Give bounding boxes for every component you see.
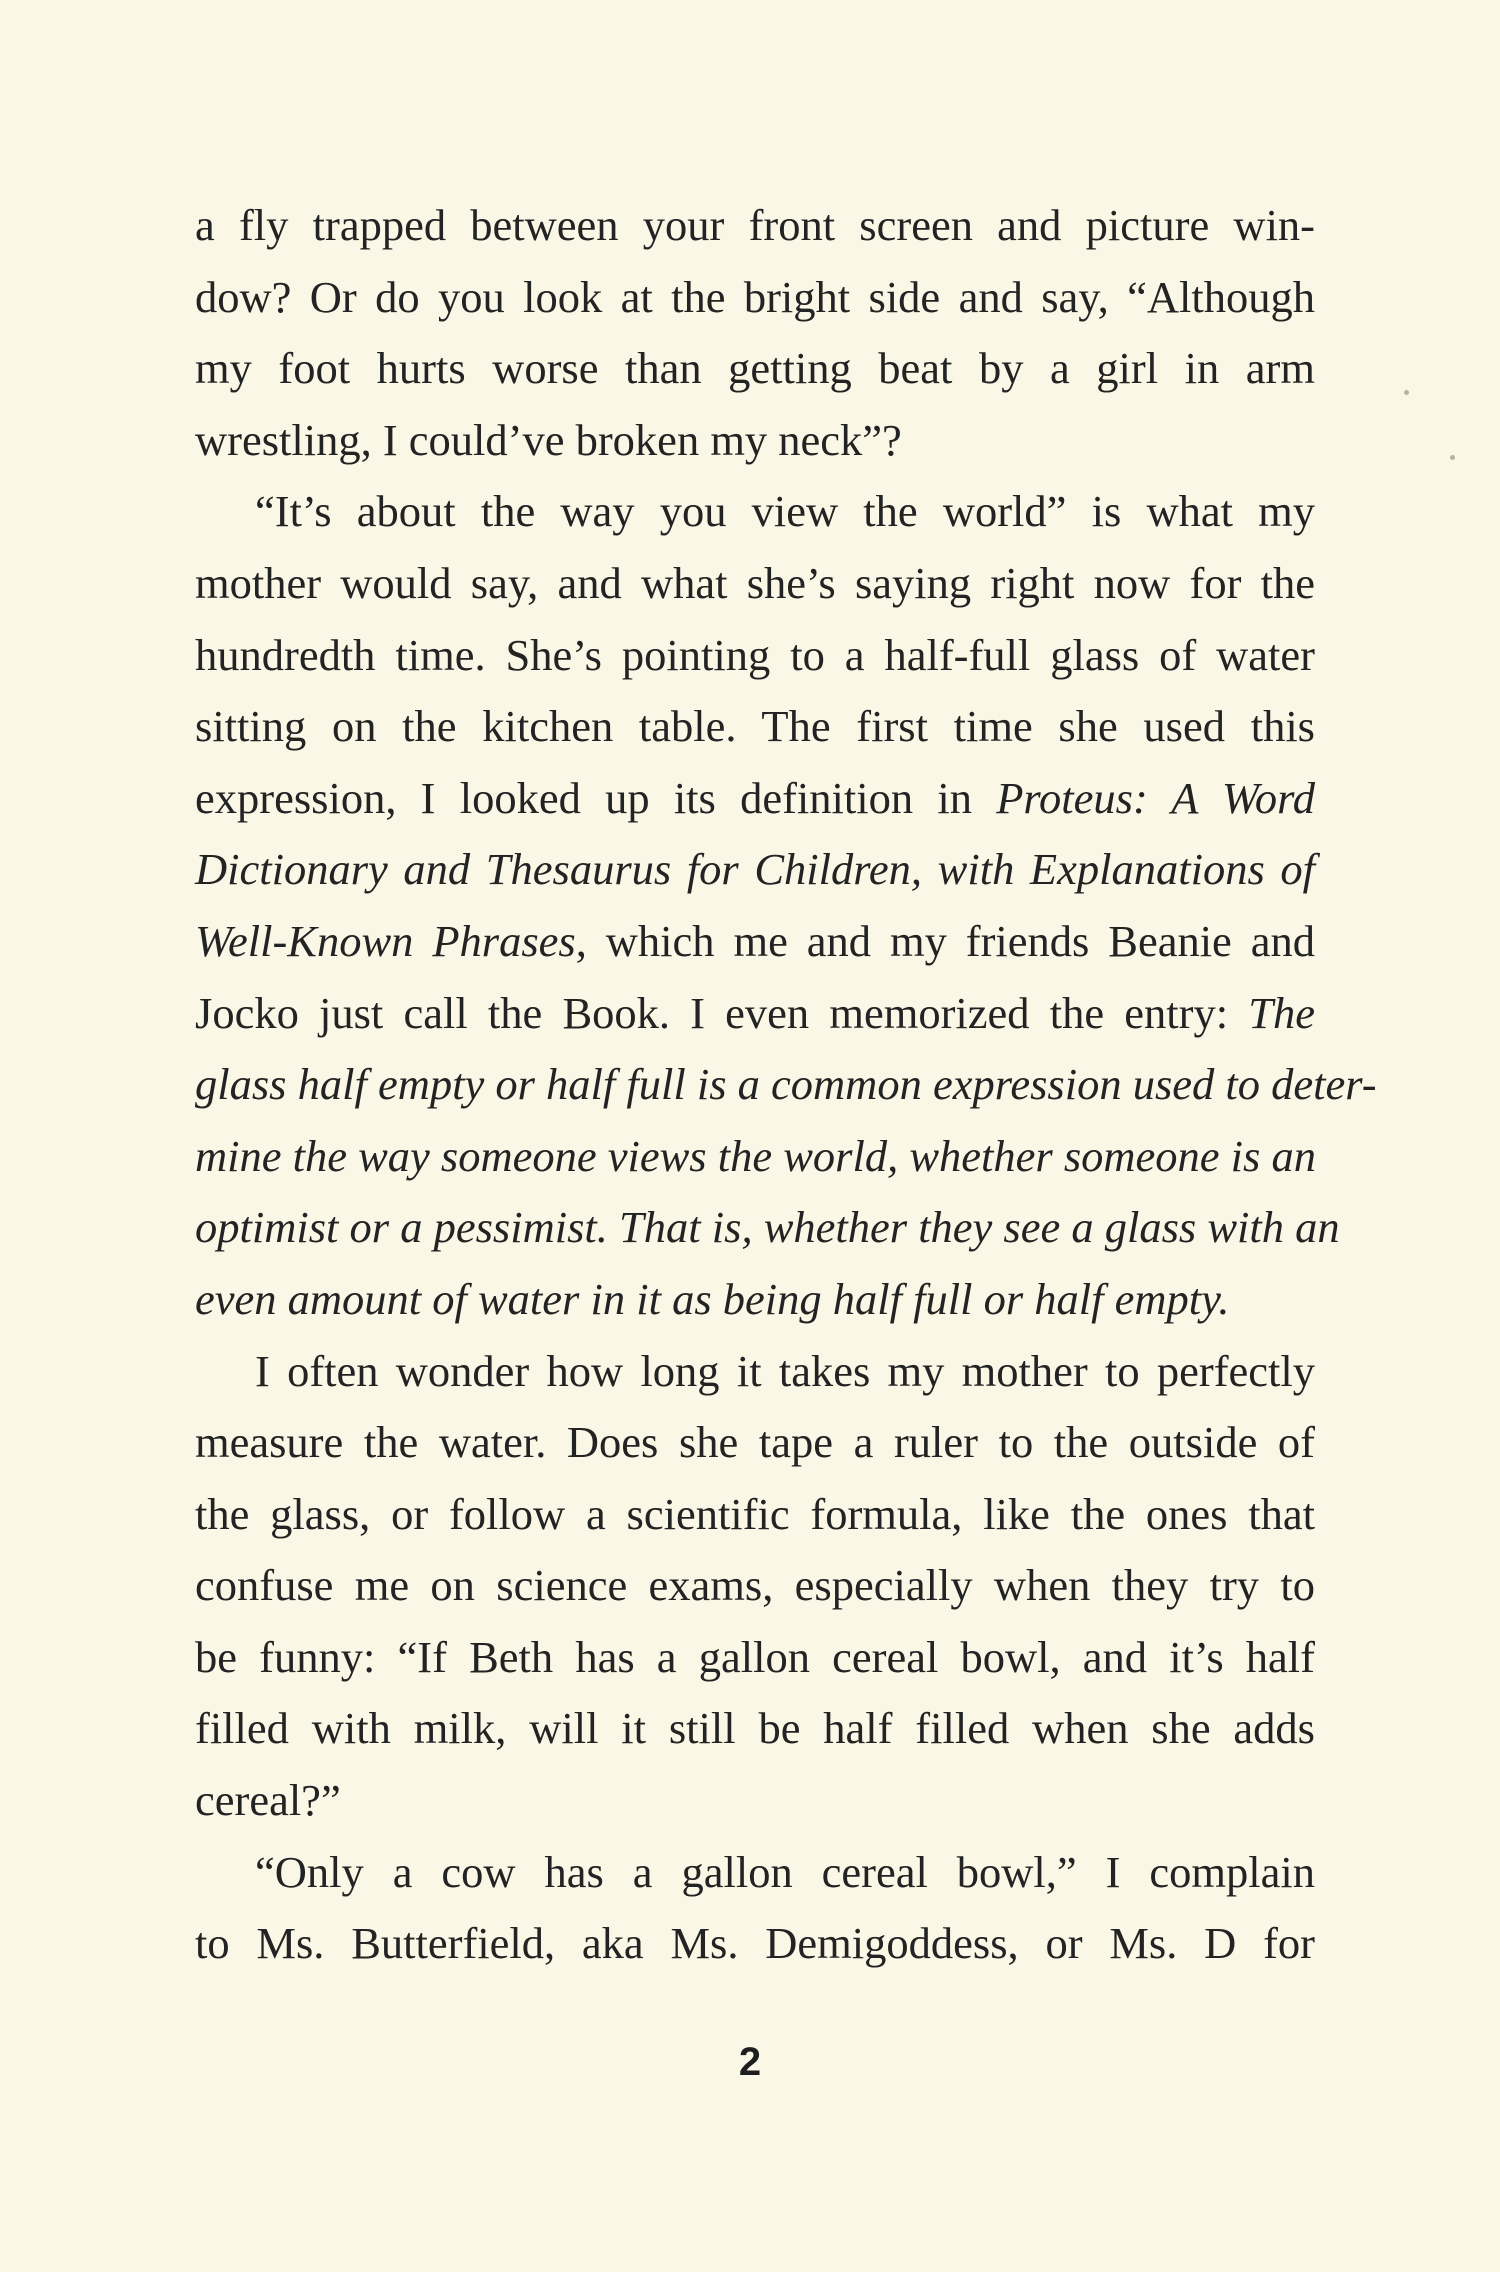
- text-run: measure the water. Does she tape a ruler to the outside of: [195, 1417, 1315, 1468]
- italic-text: optimist or a pessimist. That is, whether they see a glass with an: [195, 1202, 1340, 1253]
- italic-text: even amount of water in it as being half full or half empty.: [195, 1273, 1230, 1324]
- text-run: be funny: “If Beth has a gallon cereal bowl, and it’s half: [195, 1631, 1315, 1682]
- text-line: [195, 1336, 1315, 1408]
- text-run: expression, I looked up its definition in: [195, 772, 997, 823]
- text-run: a fly trapped between your front screen and picture win-: [195, 200, 1315, 250]
- text-line: [195, 548, 1315, 620]
- text-run: hundredth time. She’s pointing to a half-full glass of water: [195, 629, 1315, 680]
- italic-text: Dictionary and Thesaurus for Children, with Explanations of: [195, 844, 1315, 895]
- text-line: [195, 1837, 1315, 1909]
- text-line: [195, 834, 1315, 906]
- text-run: the glass, or follow a scientific formula, like the ones that: [195, 1488, 1315, 1539]
- italic-text: Proteus: A Word: [996, 772, 1315, 823]
- text-line: [195, 620, 1315, 692]
- page-number: 2: [738, 2040, 762, 2084]
- text-run: I often wonder how long it takes my mother to perfectly: [255, 1345, 1315, 1396]
- text-run: mother would say, and what she’s saying right now for the: [195, 557, 1315, 608]
- text-line: [195, 1192, 1340, 1264]
- text-run: wrestling, I could’ve broken my neck”?: [195, 414, 902, 465]
- italic-text: Well-Known Phrases: [195, 915, 576, 966]
- text-line: [195, 763, 1315, 835]
- text-line: [195, 1264, 1315, 1336]
- text-run: cereal?”: [195, 1775, 341, 1826]
- text-line: [195, 333, 1315, 405]
- text-run: confuse me on science exams, especially when they try to: [195, 1560, 1315, 1611]
- text-line: [195, 1550, 1315, 1622]
- body-text: [195, 190, 1377, 1980]
- text-line: [195, 262, 1315, 334]
- text-line: [195, 691, 1315, 763]
- text-run: “Only a cow has a gallon cereal bowl,” I complain: [255, 1846, 1315, 1897]
- text-line: [195, 405, 1315, 477]
- text-line: [195, 476, 1315, 548]
- paper-speck: [1404, 390, 1409, 395]
- text-line: [195, 1049, 1377, 1121]
- text-run: dow? Or do you look at the bright side and say, “Although: [195, 271, 1315, 322]
- paper-speck: [1450, 455, 1455, 460]
- text-run: Jocko just call the Book. I even memorized the entry:: [195, 987, 1249, 1038]
- text-run: “It’s about the way you view the world” is what my: [255, 486, 1315, 537]
- italic-text: mine the way someone views the world, whether someone is an: [195, 1130, 1316, 1181]
- text-run: sitting on the kitchen table. The first time she used this: [195, 701, 1315, 752]
- italic-text: The: [1248, 987, 1315, 1038]
- text-line: [195, 1908, 1315, 1980]
- text-run: my foot hurts worse than getting beat by a girl in arm: [195, 343, 1315, 394]
- text-line: [195, 1407, 1315, 1479]
- text-line: [195, 190, 1315, 262]
- text-line: [195, 1765, 1315, 1837]
- text-run: filled with milk, will it still be half filled when she adds: [195, 1703, 1315, 1754]
- italic-text: glass half empty or half full is a common expression used to deter-: [195, 1059, 1377, 1110]
- text-line: [195, 978, 1315, 1050]
- text-line: [195, 1479, 1315, 1551]
- text-run: , which me and my friends Beanie and: [575, 915, 1315, 966]
- text-line: [195, 1622, 1315, 1694]
- text-line: [195, 906, 1315, 978]
- text-line: [195, 1693, 1315, 1765]
- text-run: to Ms. Butterfield, aka Ms. Demigoddess, or Ms. D for: [195, 1918, 1315, 1969]
- text-line: [195, 1121, 1315, 1193]
